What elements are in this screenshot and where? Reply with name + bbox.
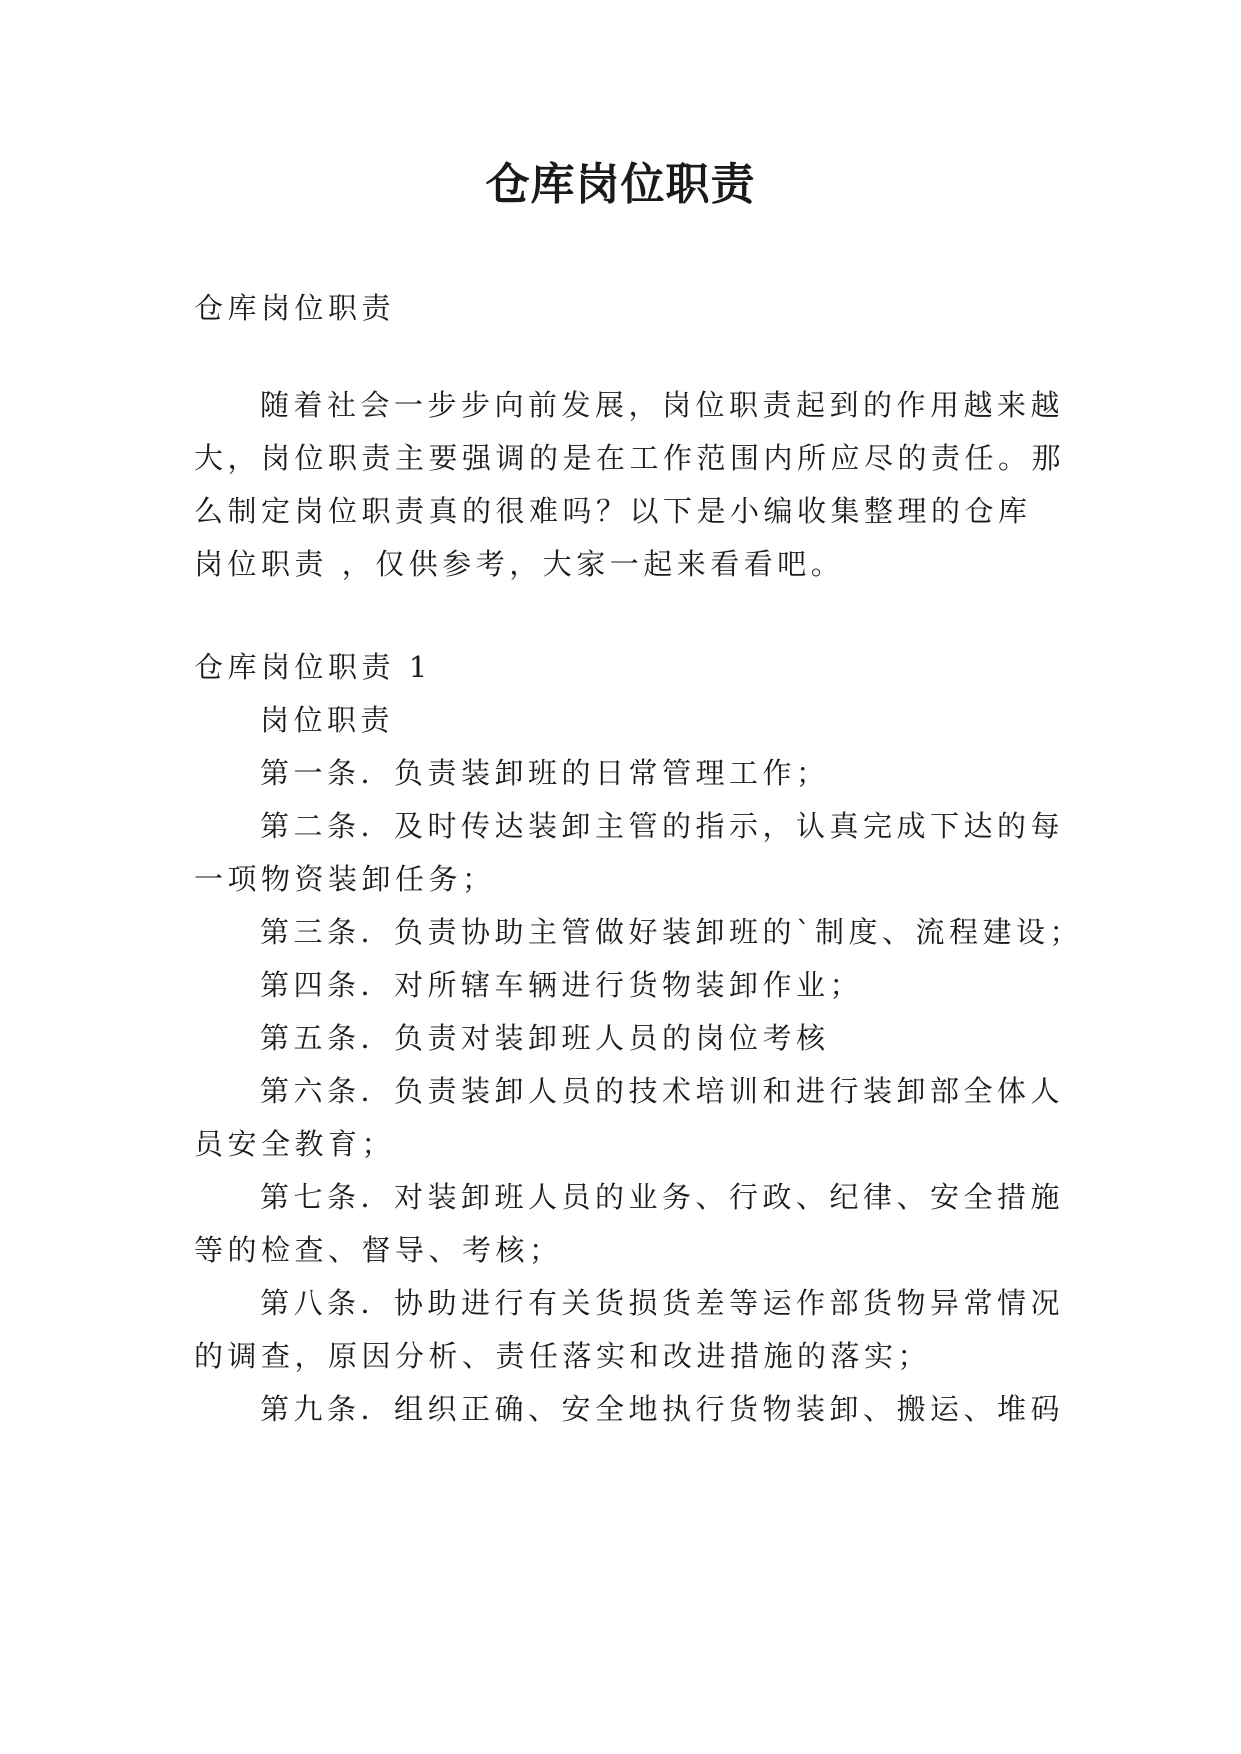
document-title: 仓库岗位职责 <box>485 159 756 210</box>
article-line: 第四条．对所辖车辆进行货物装卸作业； <box>260 968 864 1002</box>
intro-line: 随着社会一步步向前发展，岗位职责起到的作用越来越 <box>260 388 1065 422</box>
document-subtitle: 仓库岗位职责 <box>194 291 396 325</box>
article-line: 员安全教育； <box>194 1127 396 1161</box>
intro-line: 么制定岗位职责真的很难吗？以下是小编收集整理的仓库 <box>194 494 1032 528</box>
article-line: 等的检查、督导、考核； <box>194 1233 563 1267</box>
article-line: 第七条．对装卸班人员的业务、行政、纪律、安全措施 <box>260 1180 1065 1214</box>
intro-line: 大，岗位职责主要强调的是在工作范围内所应尽的责任。那 <box>194 441 1066 475</box>
section-subheading: 岗位职责 <box>260 703 395 737</box>
article-line: 第二条．及时传达装卸主管的指示，认真完成下达的每 <box>260 809 1065 843</box>
article-line: 一项物资装卸任务； <box>194 862 496 896</box>
article-line: 第九条．组织正确、安全地执行货物装卸、搬运、堆码 <box>260 1392 1065 1426</box>
intro-line: 岗位职责 ，仅供参考，大家一起来看看吧。 <box>194 547 845 581</box>
article-line: 第六条．负责装卸人员的技术培训和进行装卸部全体人 <box>260 1074 1065 1108</box>
article-line: 第一条．负责装卸班的日常管理工作； <box>260 756 830 790</box>
article-line: 的调查，原因分析、责任落实和改进措施的落实； <box>194 1339 932 1373</box>
section-heading: 仓库岗位职责 1 <box>194 650 432 684</box>
article-line: 第八条．协助进行有关货损货差等运作部货物异常情况 <box>260 1286 1065 1320</box>
article-line: 第五条．负责对装卸班人员的岗位考核 <box>260 1021 830 1055</box>
article-line: 第三条．负责协助主管做好装卸班的`制度、流程建设； <box>260 915 1084 949</box>
